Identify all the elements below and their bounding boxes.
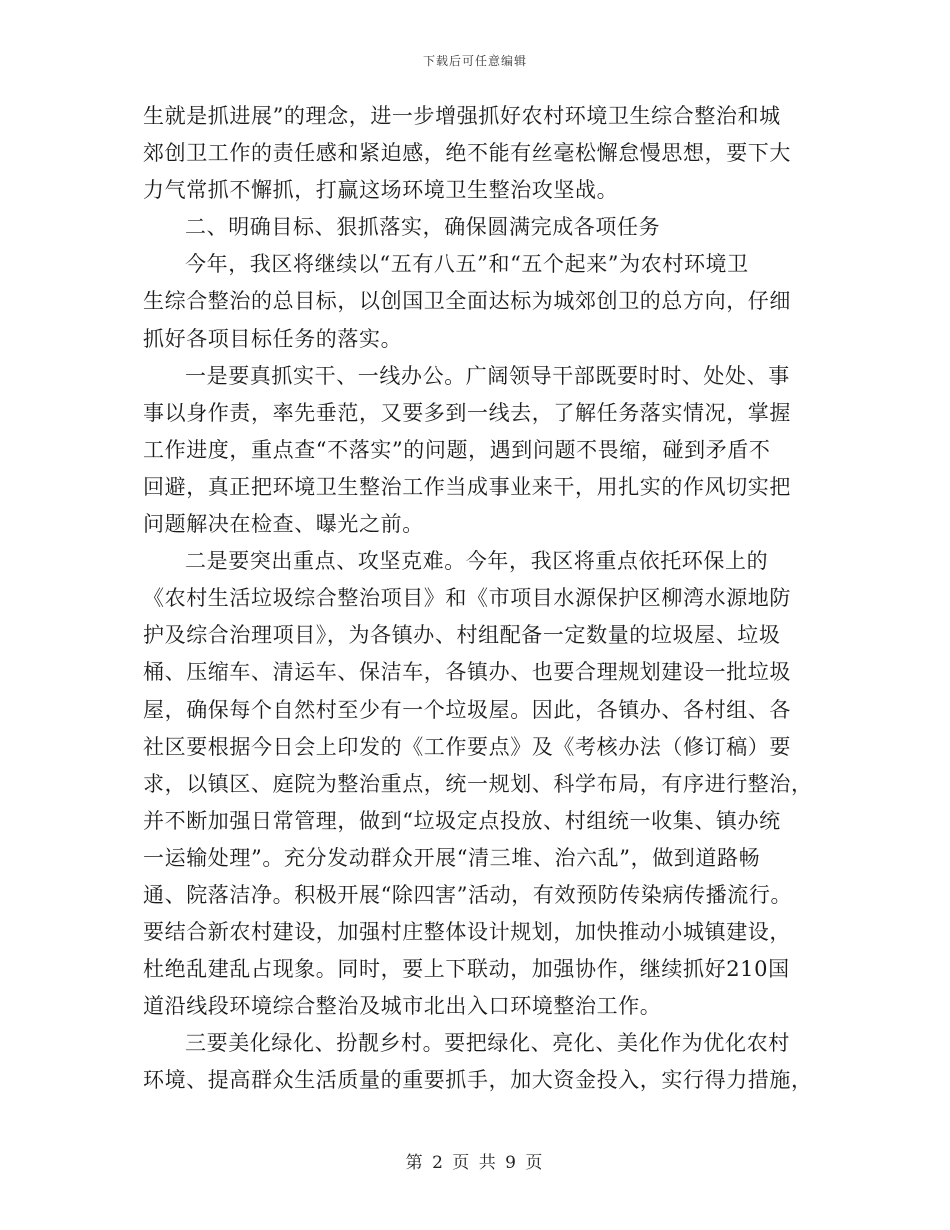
text-line: 道沿线段环境综合整治及城市北出入口环境整治工作。 xyxy=(143,994,662,1019)
document-body xyxy=(143,98,811,1100)
text-line: 通、院落洁净。积极开展“除四害”活动，有效预防传染病传播流行。 xyxy=(143,882,793,907)
text-line: 要结合新农村建设，加强村庄整体设计规划，加快推动小城镇建设， xyxy=(143,920,791,945)
text-line: 《农村生活垃圾综合整治项目》和《市项目水源保护区柳湾水源地防 xyxy=(143,586,791,611)
text-line: 生就是抓进展”的理念，进一步增强抓好农村环境卫生综合整治和城 xyxy=(143,104,781,128)
text-line: 生综合整治的总目标，以创国卫全面达标为城郊创卫的总方向，仔细 xyxy=(143,289,791,314)
text-line: 力气常抓不懈抓，打赢这场环境卫生整治攻坚战。 xyxy=(143,178,619,203)
paragraph-start: 三要美化绿化、扮靓乡村。要把绿化、亮化、美化作为优化农村 xyxy=(185,1031,790,1056)
text-line: 求，以镇区、庭院为整治重点，统一规划、科学布局，有序进行整治， xyxy=(143,771,813,796)
paragraph-start: 二是要突出重点、攻坚克难。今年，我区将重点依托环保上的 xyxy=(185,549,769,574)
page-number-footer: 第 2 页 共 9 页 xyxy=(405,1153,545,1173)
text-line: 屋，确保每个自然村至少有一个垃圾屋。因此，各镇办、各村组、各 xyxy=(143,697,791,722)
page-header: 下载后可任意编辑 xyxy=(422,54,527,68)
text-line: 事以身作责，率先垂范，又要多到一线去，了解任务落实情况，掌握 xyxy=(143,400,791,425)
paragraph-start: 今年，我区将继续以“五有八五”和“五个起来”为农村环境卫 xyxy=(185,252,749,277)
text-line: 环境、提高群众生活质量的重要抓手，加大资金投入，实行得力措施， xyxy=(143,1068,813,1093)
text-line: 桶、压缩车、清运车、保洁车，各镇办、也要合理规划建设一批垃圾 xyxy=(143,660,791,685)
text-line: 郊创卫工作的责任感和紧迫感，绝不能有丝毫松懈怠慢思想，要下大 xyxy=(143,141,791,166)
text-line: 工作进度，重点查“不落实”的问题，遇到问题不畏缩，碰到矛盾不 xyxy=(143,437,771,462)
section-heading: 二、明确目标、狠抓落实，确保圆满完成各项任务 xyxy=(185,215,661,240)
text-line: 并不断加强日常管理，做到“垃圾定点投放、村组统一收集、镇办统 xyxy=(143,808,781,833)
paragraph-start: 一是要真抓实干、一线办公。广阔领导干部既要时时、处处、事 xyxy=(185,363,790,388)
text-line: 抓好各项目标任务的落实。 xyxy=(143,326,403,351)
text-line: 一运输处理”。充分发动群众开展“清三堆、治六乱”，做到道路畅 xyxy=(143,845,761,870)
text-line: 问题解决在检查、曝光之前。 xyxy=(143,512,424,537)
text-line: 护及综合治理项目》，为各镇办、村组配备一定数量的垃圾屋、垃圾 xyxy=(143,623,781,648)
text-line: 社区要根据今日会上印发的《工作要点》及《考核办法（修订稿）要 xyxy=(143,734,791,759)
text-line: 回避，真正把环境卫生整治工作当成事业来干，用扎实的作风切实把 xyxy=(143,474,791,499)
text-line: 杜绝乱建乱占现象。同时，要上下联动，加强协作，继续抓好210国 xyxy=(143,957,790,982)
